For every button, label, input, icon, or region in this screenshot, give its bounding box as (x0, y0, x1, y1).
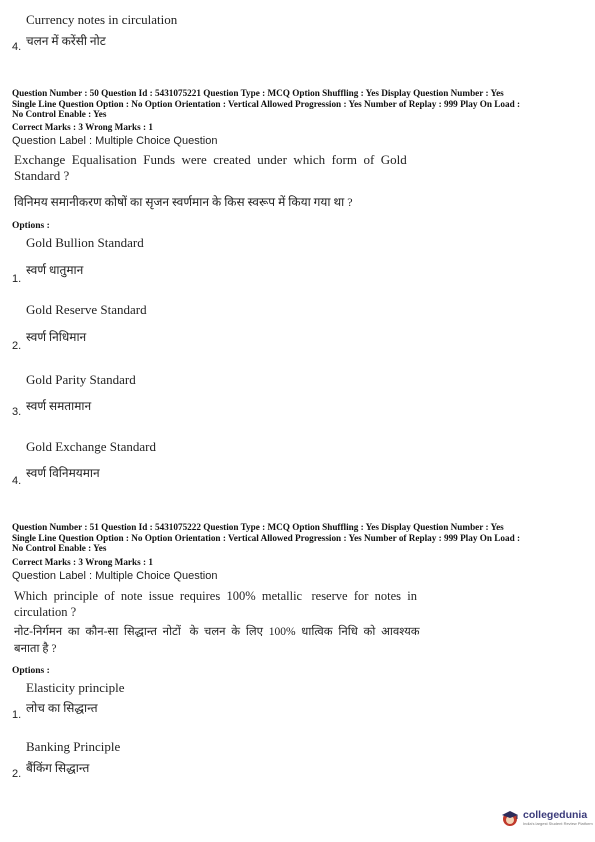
question-meta-line: Single Line Question Option : No Option Orientation : Vertical Allowed Progression : Yes Number of Replay : 999 Play On Load : (12, 532, 521, 543)
question-text-line: नोट-निर्गमन का कौन-सा सिद्धान्त नोटों के चलन के लिए 100% धात्विक निधि को आवश्यक (14, 626, 420, 638)
logo-wordmark: collegedunia (523, 809, 588, 821)
question-text-line: circulation ? (14, 605, 77, 619)
q51-option-2-en[interactable]: Banking Principle (26, 739, 121, 754)
q51-option-1-en[interactable]: Elasticity principle (26, 680, 125, 695)
prev-option-4-en: Currency notes in circulation (26, 12, 178, 27)
q50-option-2-number: 2. (12, 340, 22, 352)
q51-option-1-number: 1. (12, 709, 22, 721)
q50-option-3-hi[interactable]: स्वर्ण समतामान (26, 399, 92, 413)
q50-option-4-number: 4. (12, 475, 22, 487)
question-51-text-en (14, 588, 514, 620)
question-text-line: बनाता है ? (14, 643, 57, 655)
q50-option-4-hi[interactable]: स्वर्ण विनिमयमान (26, 466, 100, 480)
q50-option-2-hi[interactable]: स्वर्ण निधिमान (26, 330, 87, 344)
question-51-meta (12, 522, 520, 554)
q50-option-4-en[interactable]: Gold Exchange Standard (26, 439, 156, 454)
question-51-label: Question Label : Multiple Choice Question (12, 570, 218, 582)
question-meta-line: No Control Enable : Yes (12, 109, 107, 119)
q50-option-3-en[interactable]: Gold Parity Standard (26, 372, 136, 387)
question-50-meta (12, 88, 520, 120)
q51-option-2-hi[interactable]: बैंकिंग सिद्धान्त (26, 761, 90, 775)
question-50-marks: Correct Marks : 3 Wrong Marks : 1 (12, 122, 153, 132)
question-meta-line: Question Number : 51 Question Id : 5431075222 Question Type : MCQ Option Shuffling : Yes Display Question Number : Yes (12, 522, 504, 532)
question-50-text-hi: विनिमय समानीकरण कोषों का सृजन स्वर्णमान के किस स्वरूप में किया गया था ? (14, 195, 353, 209)
question-51-marks: Correct Marks : 3 Wrong Marks : 1 (12, 557, 153, 567)
logo-tagline: India's largest Student Review Platform (523, 821, 593, 826)
question-meta-line: Single Line Question Option : No Option Orientation : Vertical Allowed Progression : Yes Number of Replay : 999 Play On Load : (12, 98, 521, 109)
q51-option-1-hi[interactable]: लोच का सिद्धान्त (26, 701, 98, 715)
question-meta-line: No Control Enable : Yes (12, 543, 107, 553)
q50-option-3-number: 3. (12, 406, 22, 418)
question-51-options-label: Options : (12, 666, 50, 676)
q51-option-2-number: 2. (12, 768, 22, 780)
q50-option-1-hi[interactable]: स्वर्ण धातुमान (26, 263, 84, 277)
prev-option-4-number: 4. (12, 41, 22, 53)
question-meta-line: Question Number : 50 Question Id : 5431075221 Question Type : MCQ Option Shuffling : Yes Display Question Number : Yes (12, 88, 504, 98)
q50-option-1-en[interactable]: Gold Bullion Standard (26, 235, 144, 250)
question-50-label: Question Label : Multiple Choice Question (12, 135, 218, 147)
question-50-options-label: Options : (12, 221, 50, 231)
q50-option-1-number: 1. (12, 273, 22, 285)
question-50-text-en (14, 152, 514, 184)
graduate-icon (500, 808, 520, 828)
question-text-line: Which principle of note issue requires 100% metallic reserve for notes in (14, 589, 418, 603)
collegedunia-logo (500, 808, 593, 828)
question-text-line: Exchange Equalisation Funds were created under which form of Gold (14, 152, 407, 167)
q50-option-2-en[interactable]: Gold Reserve Standard (26, 302, 147, 317)
question-51-text-hi (14, 624, 574, 658)
question-text-line: Standard ? (14, 168, 70, 183)
prev-option-4-hi: चलन में करेंसी नोट (26, 34, 106, 48)
